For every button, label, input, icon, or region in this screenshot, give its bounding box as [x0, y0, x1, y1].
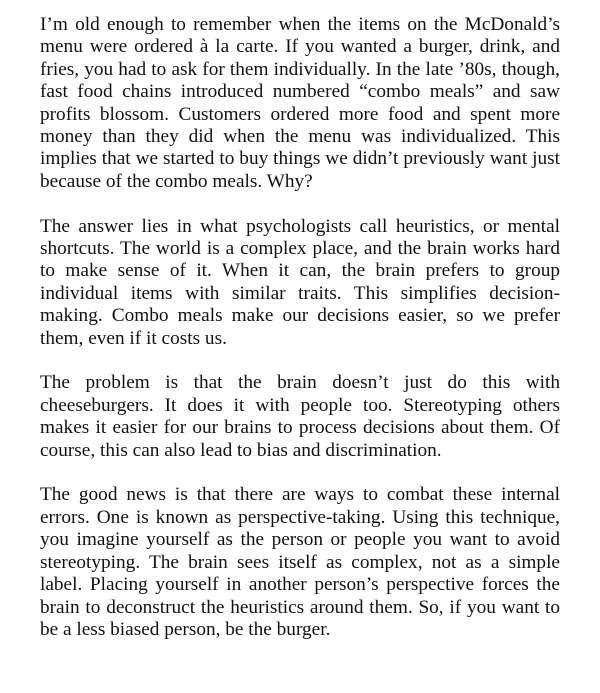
paragraph-heuristics: The answer lies in what psychologists call heuristics, or mental shortcuts. The world is a complex place, and the brain works hard to make sense of it. When it can, the brain prefers to group individual items with similar traits. This simplifies decision-making. Combo meals make our decisions easier, so we prefer them, even if it costs us.: [40, 215, 560, 349]
article-text: [40, 14, 560, 641]
paragraph-perspective-taking: The good news is that there are ways to combat these internal errors. One is known as perspective-taking. Using this technique, you imagine yourself as the person or people you want to avoid stereotyping. The brain sees itself as complex, not as a simple label. Placing yourself in another person’s perspective forces the brain to deconstruct the heuristics around them. So, if you want to be a less biased person, be the burger.: [40, 484, 560, 640]
paragraph-stereotyping: The problem is that the brain doesn’t just do this with cheeseburgers. It does it with people too. Stereotyping others makes it easier for our brains to process decisions about them. Of course, this can also lead to bias and discrimination.: [40, 372, 560, 461]
paragraph-combo-meals: I’m old enough to remember when the items on the McDonald’s menu were ordered à la carte. If you wanted a burger, drink, and fries, you had to ask for them individually. In the late ’80s, though, fast food chains introduced numbered “combo meals” and saw profits blossom. Customers ordered more food and spent more money than they did when the menu was individualized. This implies that we started to buy things we didn’t previously want just because of the combo meals. Why?: [40, 14, 560, 192]
